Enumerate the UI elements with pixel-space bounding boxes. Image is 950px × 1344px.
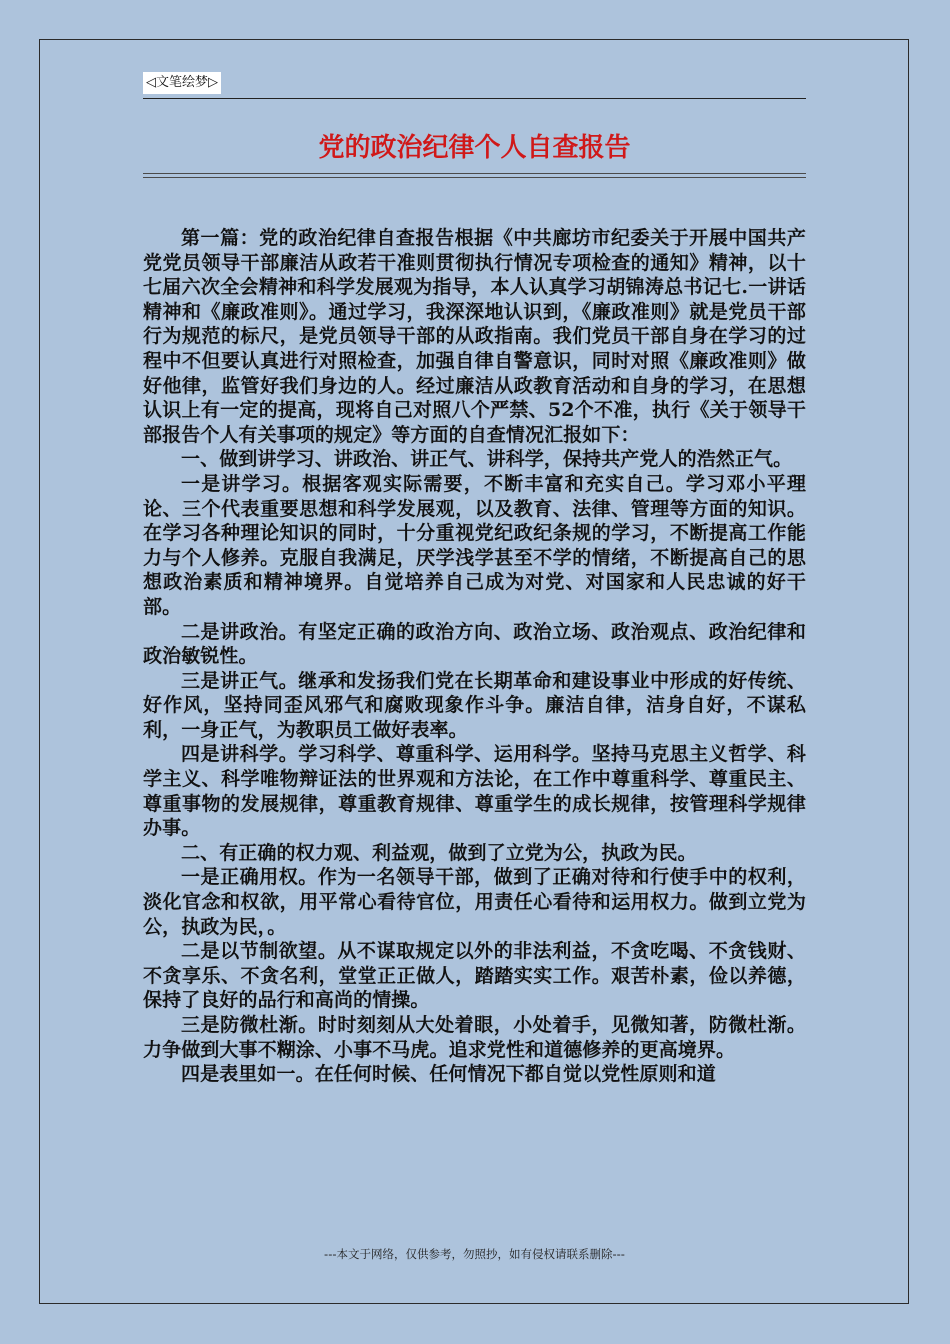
header-divider <box>143 98 806 99</box>
paragraph: 三是讲正气。继承和发扬我们党在长期革命和建设事业中形成的好传统、好作风，坚持同歪风邪气和腐败现象作斗争。廉洁自律，洁身自好，不谋私利，一身正气，为教职员工做好表率。 <box>143 669 806 741</box>
paragraph: 一是正确用权。作为一名领导干部，做到了正确对待和行使手中的权利，淡化官念和权欲，用平常心看待官位，用责任心看待和运用权力。做到立党为公，执政为民，。 <box>143 866 806 938</box>
document-body <box>143 226 806 1226</box>
paragraph: 二、有正确的权力观、利益观，做到了立党为公，执政为民。 <box>181 841 697 864</box>
paragraph: 三是防微杜渐。时时刻刻从大处着眼，小处着手，见微知著，防微杜渐。力争做到大事不糊涂、小事不马虎。追求党性和道德修养的更高境界。 <box>143 1014 806 1061</box>
paragraph: 一、做到讲学习、讲政治、讲正气、讲科学，保持共产党人的浩然正气。 <box>181 448 793 471</box>
paragraph: 二是讲政治。有坚定正确的政治方向、政治立场、政治观点、政治纪律和政治敏锐性。 <box>143 620 806 668</box>
document-title: 党的政治纪律个人自查报告 <box>318 133 631 163</box>
paragraph: 一是讲学习。根据客观实际需要，不断丰富和充实自己。学习邓小平理论、三个代表重要思想和科学发展观，以及教育、法律、管理等方面的知识。在学习各种理论知识的同时，十分重视党纪政纪条规的学习，不断提高工作能力与个人修养。克服自我满足，厌学浅学甚至不学的情绪，不断提高自己的思想政治素质和精神境界。自觉培养自己成为对党、对国家和人民忠诚的好干部。 <box>143 472 806 618</box>
paragraph: 二是以节制欲望。从不谋取规定以外的非法利益，不贪吃喝、不贪钱财、不贪享乐、不贪名利，堂堂正正做人，踏踏实实工作。艰苦朴素，俭以养德，保持了良好的品行和高尚的情操。 <box>143 940 806 1012</box>
paragraph: 四是表里如一。在任何时候、任何情况下都自觉以党性原则和道 <box>181 1063 716 1086</box>
paragraph: 四是讲科学。学习科学、尊重科学、运用科学。坚持马克思主义哲学、科学主义、科学唯物辩证法的世界观和方法论，在工作中尊重科学、尊重民主、尊重事物的发展规律，尊重教育规律、尊重学生的成长规律，按管理科学规律办事。 <box>143 743 806 840</box>
header-brand-tag: ◁文笔绘梦▷ <box>143 72 221 94</box>
footer-disclaimer: ---本文于网络，仅供参考，勿照抄，如有侵权请联系删除--- <box>324 1247 625 1261</box>
title-divider-top <box>143 173 806 174</box>
paragraph: 第一篇：党的政治纪律自查报告根据《中共廊坊市纪委关于开展中国共产党党员领导干部廉洁从政若干准则贯彻执行情况专项检查的通知》精神，以十七届六次全会精神和科学发展观为指导，本人认真学习胡锦涛总书记七.一讲话精神和《廉政准则》。通过学习，我深深地认识到，《廉政准则》就是党员干部行为规范的标尺，是党员领导干部的从政指南。我们党员干部自身在学习的过程中不但要认真进行对照检查，加强自律自警意识，同时对照《廉政准则》做好他律，监管好我们身边的人。经过廉洁从政教育活动和自身的学习，在思想认识上有一定的提高，现将自己对照八个严禁、52个不准，执行《关于领导干部报告个人有关事项的规定》等方面的自查情况汇报如下： <box>143 227 806 446</box>
title-divider-bottom <box>143 177 806 178</box>
